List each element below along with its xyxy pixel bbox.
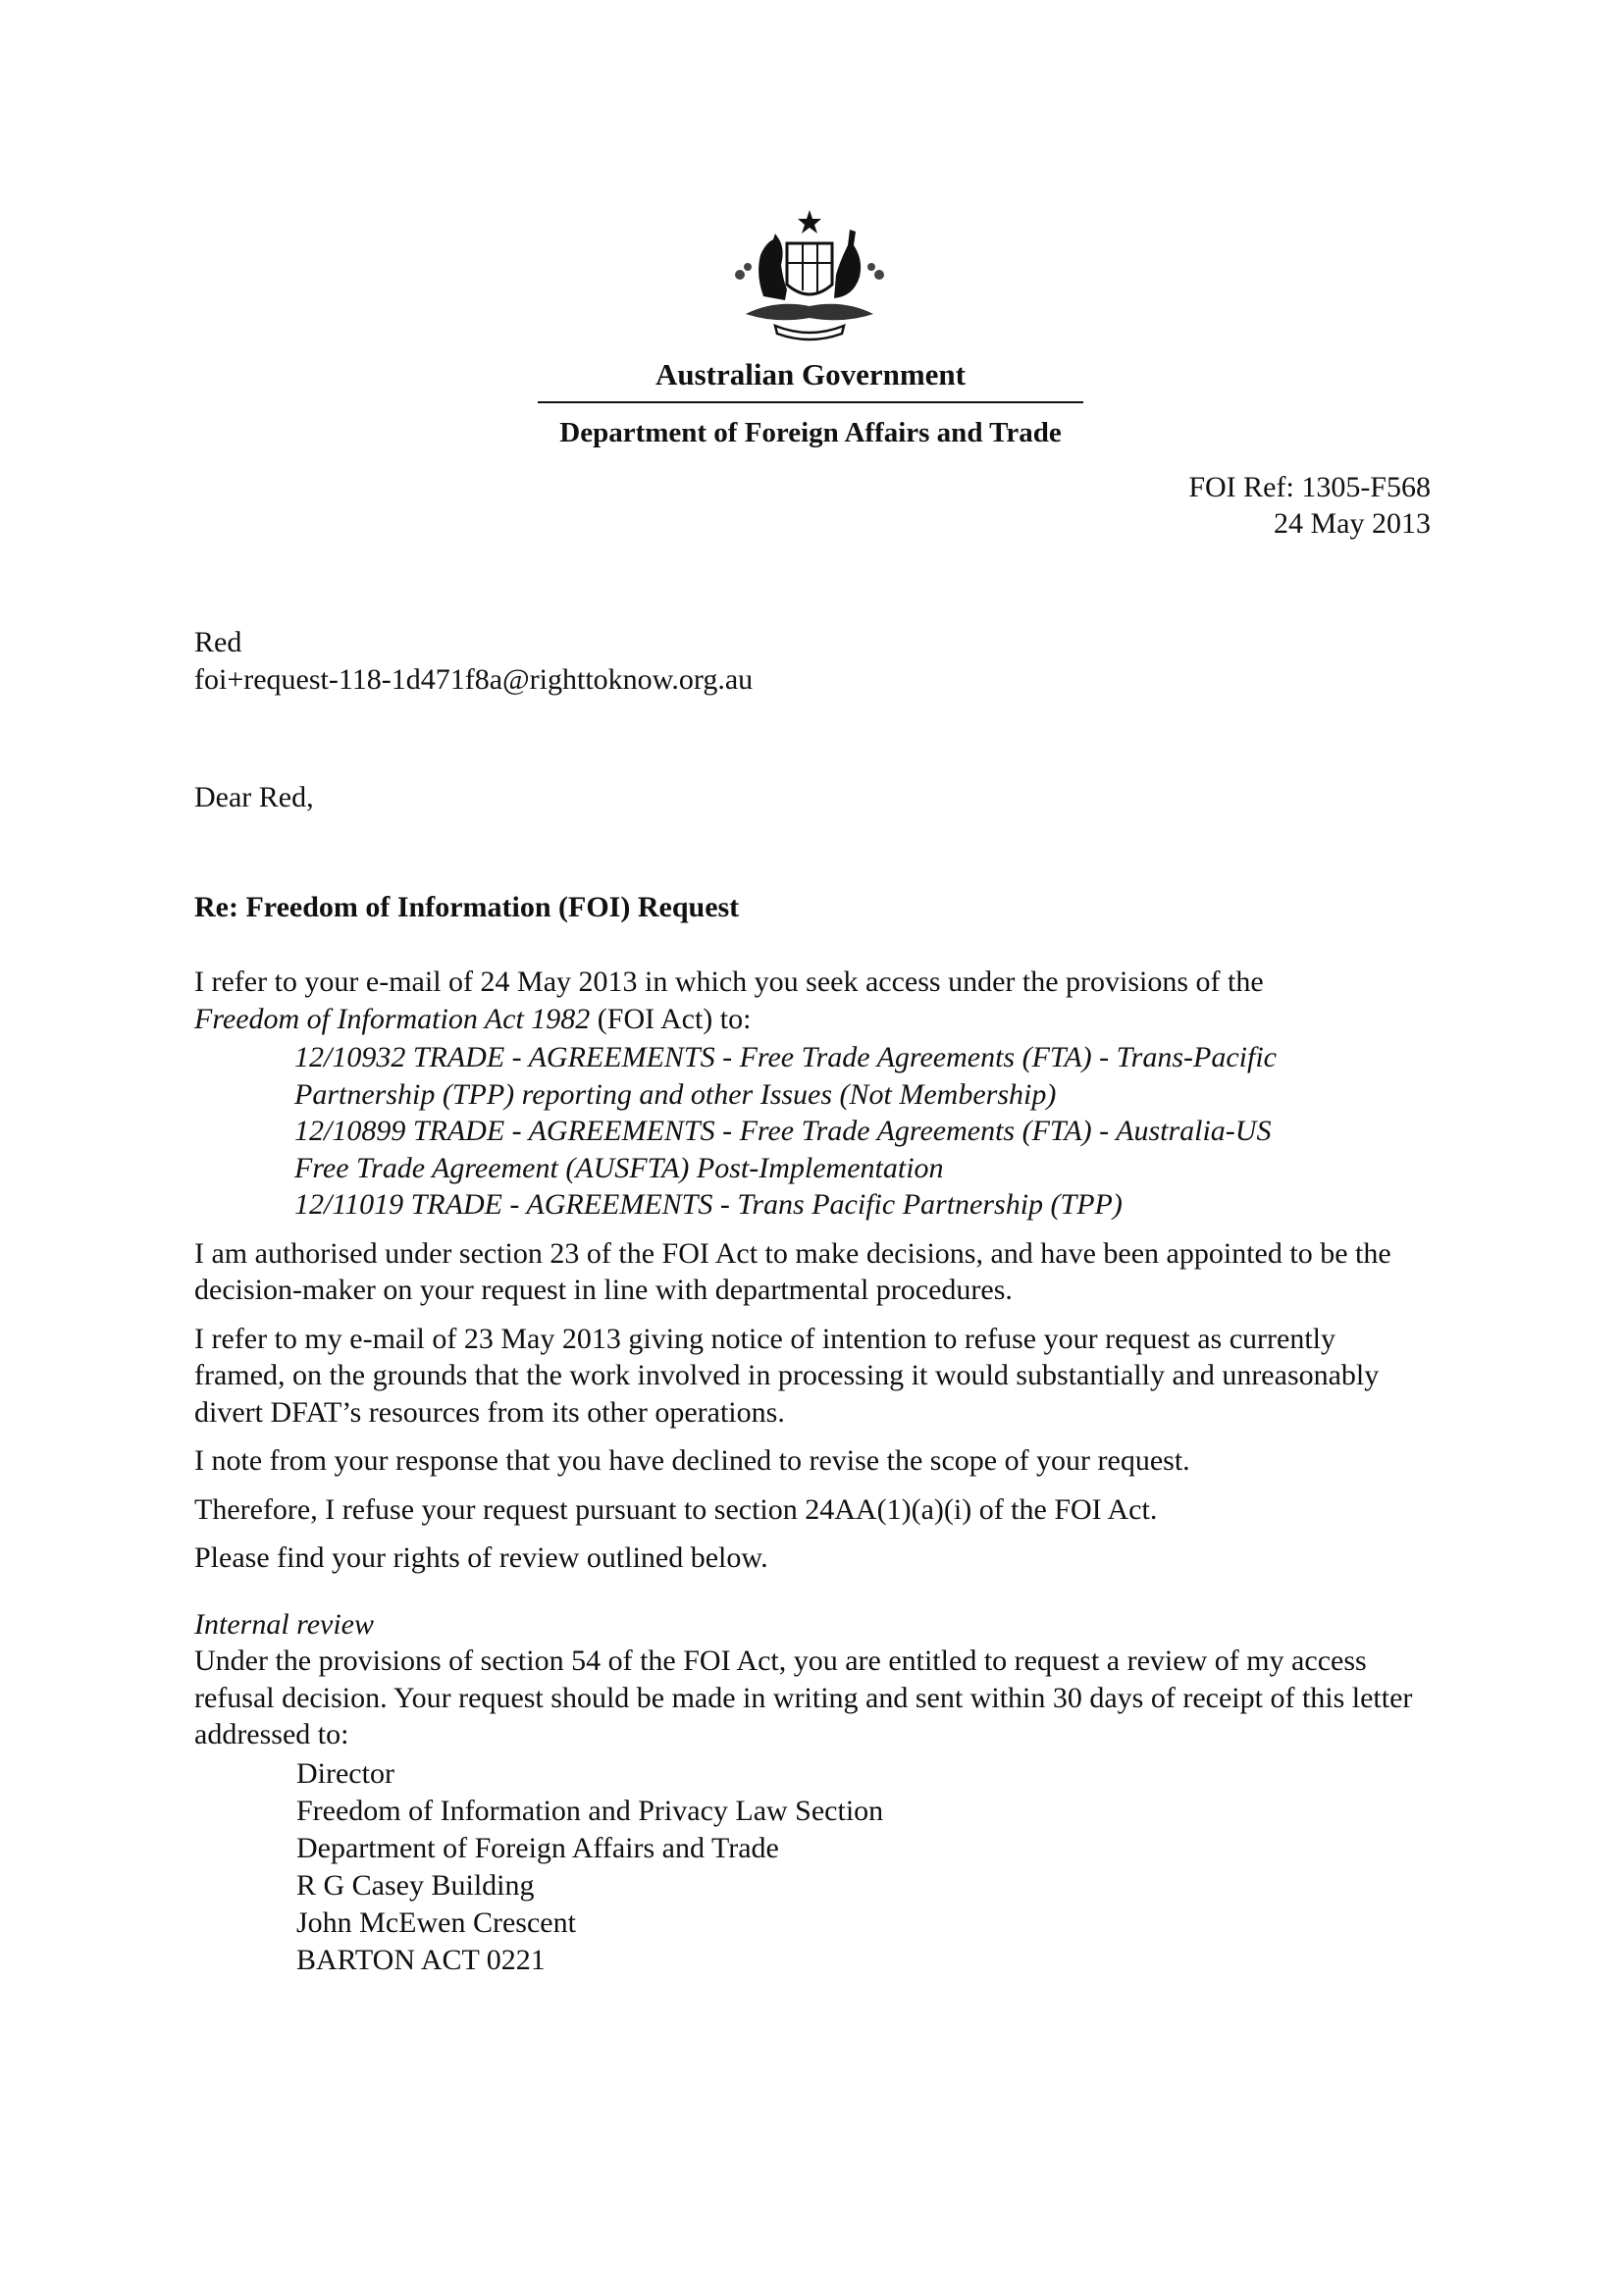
list-item: 12/10932 TRADE - AGREEMENTS - Free Trade Agreements (FTA) - Trans-Pacific bbox=[294, 1041, 1277, 1073]
salutation: Dear Red, bbox=[194, 781, 314, 813]
address-line: BARTON ACT 0221 bbox=[296, 1943, 546, 1976]
recipient-email: foi+request-118-1d471f8a@righttoknow.org.au bbox=[194, 663, 754, 696]
paragraph-declined: I note from your response that you have declined to revise the scope of your request. bbox=[194, 1444, 1190, 1477]
recipient-block bbox=[194, 624, 753, 699]
paragraph-request bbox=[194, 964, 1431, 1037]
paragraph-request-lead: I refer to your e-mail of 24 May 2013 in which you seek access under the provisions of the bbox=[194, 965, 1264, 998]
address-line: Department of Foreign Affairs and Trade bbox=[296, 1831, 779, 1864]
requested-documents-list bbox=[294, 1039, 1431, 1224]
internal-review-heading: Internal review bbox=[194, 1607, 375, 1641]
letter-date: 24 May 2013 bbox=[1274, 507, 1431, 540]
agency-name: Australian Government bbox=[654, 357, 966, 391]
paragraph-rights: Please find your rights of review outlined below. bbox=[194, 1541, 768, 1574]
act-name: Freedom of Information Act 1982 bbox=[194, 1002, 591, 1035]
paragraph-notice: I refer to my e-mail of 23 May 2013 giving notice of intention to refuse your request as currently framed, on the grounds that the work involved in processing it would substantially and unreasonably divert DFAT’s resources from its other operations. bbox=[194, 1322, 1380, 1429]
paragraph-refuse: Therefore, I refuse your request pursuant to section 24AA(1)(a)(i) of the FOI Act. bbox=[194, 1492, 1158, 1526]
list-item: 12/11019 TRADE - AGREEMENTS - Trans Pacific Partnership (TPP) bbox=[294, 1188, 1123, 1221]
department-name: Department of Foreign Affairs and Trade bbox=[559, 417, 1062, 448]
address-line: Director bbox=[296, 1756, 394, 1790]
address-line: R G Casey Building bbox=[296, 1868, 535, 1902]
letter-body bbox=[194, 964, 1431, 1979]
list-item: Free Trade Agreement (AUSFTA) Post-Implementation bbox=[294, 1151, 944, 1184]
reference-block bbox=[1188, 469, 1431, 542]
subject-line: Re: Freedom of Information (FOI) Request bbox=[194, 891, 740, 923]
address-line: Freedom of Information and Privacy Law Section bbox=[296, 1794, 884, 1827]
list-item: Partnership (TPP) reporting and other Issues (Not Membership) bbox=[294, 1077, 1057, 1111]
paragraph-authorised: I am authorised under section 23 of the FOI Act to make decisions, and have been appointed to be the decision-maker on your request in line with departmental procedures. bbox=[194, 1236, 1391, 1306]
foi-reference: FOI Ref: 1305-F568 bbox=[1188, 471, 1431, 503]
list-item: 12/10899 TRADE - AGREEMENTS - Free Trade Agreements (FTA) - Australia-US bbox=[294, 1115, 1272, 1147]
recipient-name: Red bbox=[194, 626, 242, 658]
paragraph-request-tail: (FOI Act) to: bbox=[590, 1002, 752, 1035]
coat-of-arms-crest bbox=[716, 206, 903, 353]
internal-review-text: Under the provisions of section 54 of the FOI Act, you are entitled to request a review of my access refusal decision. Your request should be made in writing and sent within 30 days of receipt of this letter addressed to: bbox=[194, 1644, 1413, 1750]
letterhead-divider bbox=[538, 401, 1083, 403]
review-address bbox=[296, 1755, 1431, 1979]
address-line: John McEwen Crescent bbox=[296, 1905, 576, 1939]
